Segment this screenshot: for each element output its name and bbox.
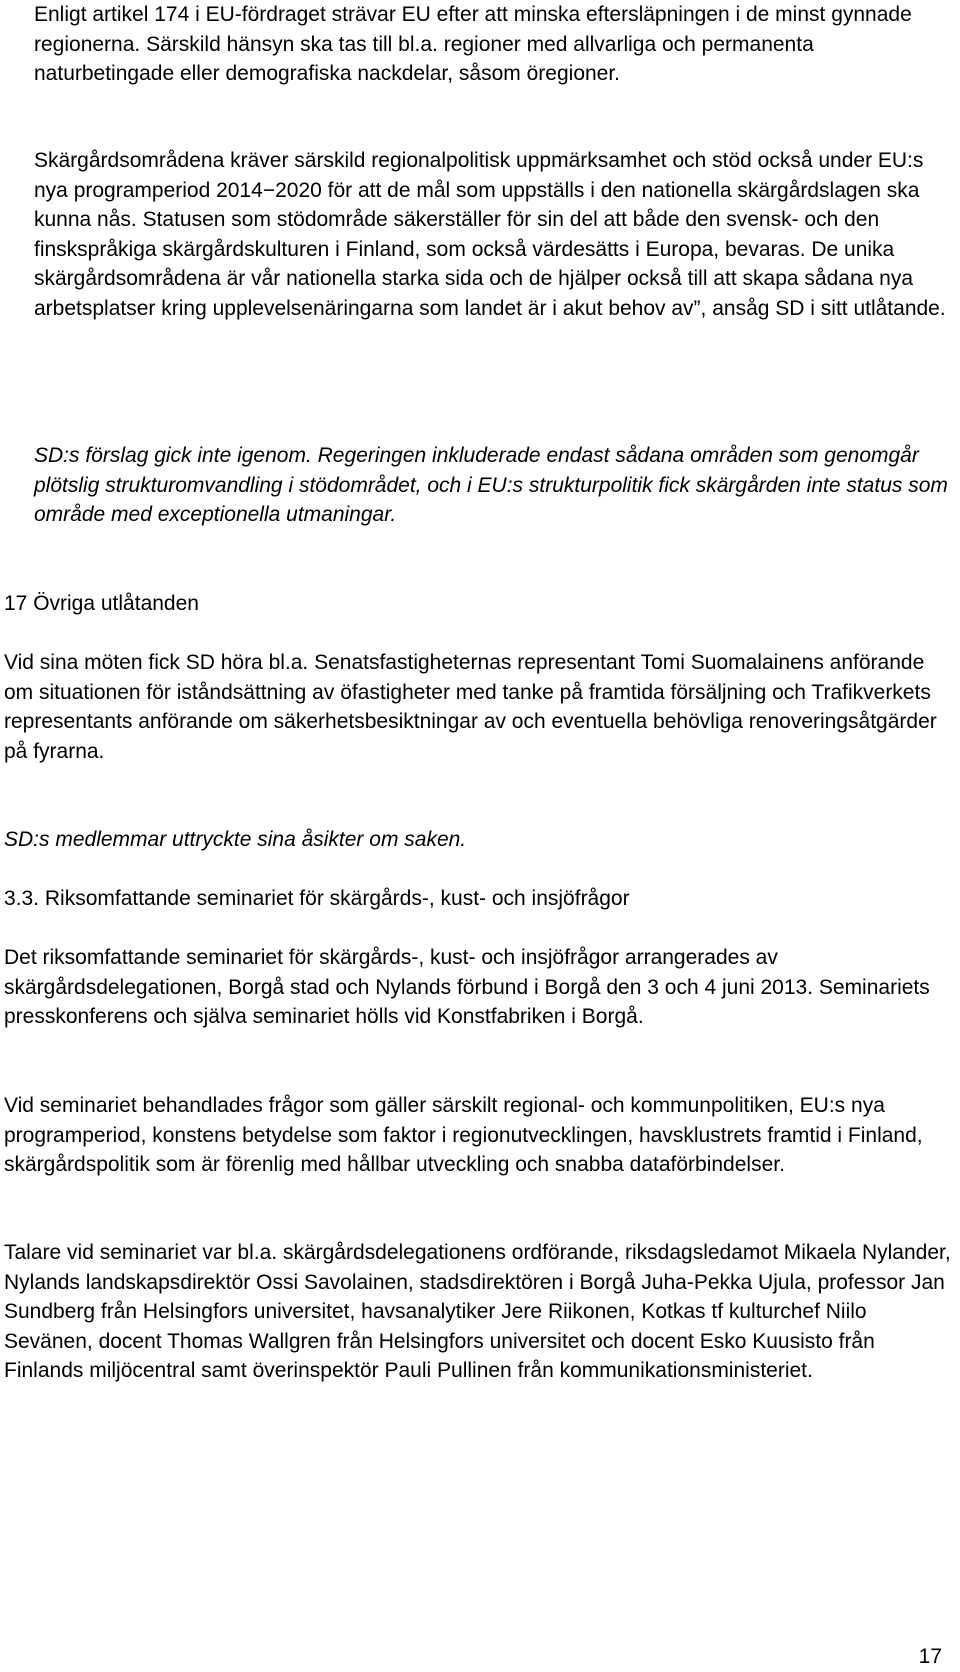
paragraph-archipelago-support: Skärgårdsområdena kräver särskild regionalpolitisk uppmärksamhet och stöd också under EU:s nya programperiod 2014−2020 för att de mål som uppställs i den nationella skärgårdslagen ska kunna nås. Statusen som stödområde säkerställer för sin del att både den svensk- och den finskspråkiga skärgårdskulturen i Finland, som också värdesätts i Europa, bevaras. De unika skärgårdsområdena är vår nationella starka sida och de hjälper också till att skapa sådana nya arbetsplatser kring upplevelsenäringarna som landet är i akut behov av”, ansåg SD i sitt utlåtande. <box>34 149 946 320</box>
page-number: 17 <box>918 1645 942 1668</box>
paragraph-meetings: Vid sina möten fick SD höra bl.a. Senatsfastigheternas representant Tomi Suomalainens anförande om situationen för iståndsättning av öfastigheter med tanke på framtida försäljning och Trafikverkets representants anförande om säkerhetsbesiktningar av och eventuella behövliga renoveringsåtgärder på fyrarna. <box>4 651 937 763</box>
heading-other-statements: 17 Övriga utlåtanden <box>4 592 199 615</box>
paragraph-seminar-speakers: Talare vid seminariet var bl.a. skärgårdsdelegationens ordförande, riksdagsledamot Mikaela Nylander, Nylands landskapsdirektör Ossi Savolainen, stadsdirektören i Borgå Juha-Pekka Ujula, professor Jan Sundberg från Helsingfors universitet, havsanalytiker Jere Riikonen, Kotkas tf kulturchef Niilo Sevänen, docent Thomas Wallgren från Helsingfors universitet och docent Esko Kuusisto från Finlands miljöcentral samt överinspektör Pauli Pullinen från kommunikationsministeriet. <box>4 1241 951 1382</box>
paragraph-seminar-topics: Vid seminariet behandlades frågor som gäller särskilt regional- och kommunpolitiken, EU:s nya programperiod, konstens betydelse som faktor i regionutvecklingen, havsklustrets framtid i Finland, skärgårdspolitik som är förenlig med hållbar utveckling och snabba dataförbindelser. <box>4 1094 923 1176</box>
paragraph-seminar-organizers: Det riksomfattande seminariet för skärgårds-, kust- och insjöfrågor arrangerades av skärgårdsdelegationen, Borgå stad och Nylands förbund i Borgå den 3 och 4 juni 2013. Seminariets presskonferens och själva seminariet hölls vid Konstfabriken i Borgå. <box>4 946 930 1028</box>
paragraph-members-opinions: SD:s medlemmar uttryckte sina åsikter om saken. <box>4 828 467 851</box>
paragraph-proposal-rejected: SD:s förslag gick inte igenom. Regeringen inkluderade endast sådana områden som genomgår plötslig strukturomvandling i stödområdet, och i EU:s strukturpolitik fick skärgården inte status som område med exceptionella utmaningar. <box>34 444 948 526</box>
paragraph-article-174: Enligt artikel 174 i EU-fördraget strävar EU efter att minska eftersläpningen i de minst gynnade regionerna. Särskild hänsyn ska tas till bl.a. regioner med allvarliga och permanenta naturbetingade eller demografiska nackdelar, såsom öregioner. <box>34 3 912 85</box>
heading-national-seminar: 3.3. Riksomfattande seminariet för skärgårds-, kust- och insjöfrågor <box>4 887 630 910</box>
